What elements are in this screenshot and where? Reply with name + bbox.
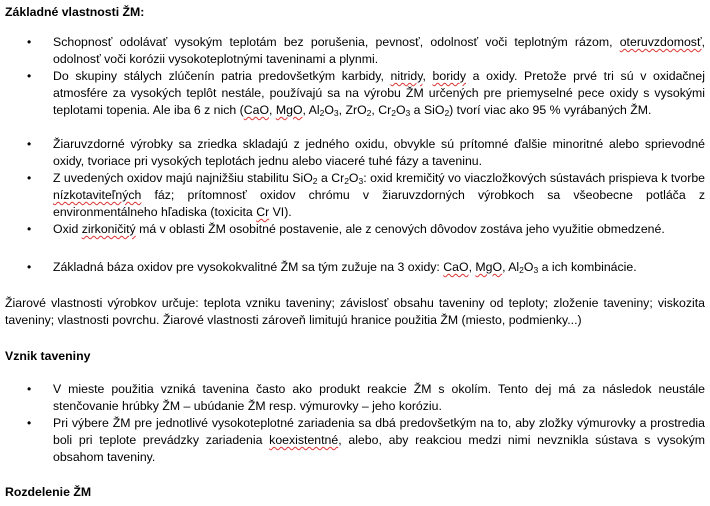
- bullet-icon: •: [27, 171, 32, 185]
- properties-list: [5, 34, 705, 276]
- list-item: • Do skupiny stálych zlúčenín patria predovšetkým karbidy, nitridy, boridy a oxidy. Pretože prvé tri sú v oxidačnej atmosfére za vysokých teplôt nestále, používajú sa na výrobu ŽM určených pre priemyselné pece oxidy s vysokými teplotami topenia. Ale iba 6 z nich (CaO, MgO, $Al_2O_3$, ZrO$_2$, $Cr_2O_3$ a SiO$_2$) tvorí viac ako 95 % vyrábaných ŽM.: [27, 69, 705, 118]
- bullet-icon: •: [27, 69, 32, 83]
- bullet-icon: •: [27, 382, 32, 396]
- paragraph-fire-properties: Žiarové vlastnosti výrobkov určuje: teplota vzniku taveniny; závislosť obsahu taveniny od teploty; zloženie taveniny; viskozita taveniny; vlastnosti povrchu. Žiarové vlastnosti zároveň limitujú hranice použitia ŽM (miesto, podmienky...): [5, 296, 705, 327]
- section-title-melt: Vznik taveniny: [5, 349, 91, 363]
- list-item: • Pri výbere ŽM pre jednotlivé vysokoteplotné zariadenia sa dbá predovšetkým na to, aby zložky výmurovky a prostredia boli pri teplote prevádzky zariadenia koexistentné, alebo, aby reakciou medzi nimi nevznikla sústava s vysokým obsahom taveniny.: [27, 416, 705, 464]
- bullet-icon: •: [27, 137, 32, 151]
- list-item: • Žiaruvzdorné výrobky sa zriedka skladajú z jedného oxidu, obvykle sú prítomné ďalšie minoritné alebo sprievodné oxidy, tvoriace pri vysokých teplotách jednu alebo viaceré tuhé fázy a taveninu.: [27, 137, 705, 168]
- section-title-properties: Základné vlastnosti ŽM:: [5, 5, 145, 19]
- list-item: • Základná báza oxidov pre vysokokvalitné ŽM sa tým zužuje na 3 oxidy: CaO, MgO, $Al_2O_3$ a ich kombinácie.: [27, 260, 637, 275]
- list-item: • Z uvedených oxidov majú najnižšiu stabilitu SiO$_2$ a $Cr_2O_3$: oxid kremičitý vo viaczložkových sústavách prispieva k tvorbe nízkotaviteľných fáz; prítomnosť oxidov chrómu v žiaruvzdorných výrobkoch sa všeobecne potláča z environmentálneho hľadiska (toxicita Cr VI).: [27, 171, 705, 219]
- list-item: • Oxid zirkoničitý má v oblasti ŽM osobitné postavenie, ale z cenových dôvodov zostáva jeho využitie obmedzené.: [27, 222, 665, 236]
- list-item: • V mieste použitia vzniká tavenina často ako produkt reakcie ŽM s okolím. Tento dej má za následok neustále stenčovanie hrúbky ŽM – ubúdanie ŽM resp. výmurovky – jeho koróziu.: [27, 382, 705, 413]
- melt-list: [5, 381, 705, 466]
- bullet-icon: •: [27, 260, 32, 274]
- section-title-classification: Rozdelenie ŽM: [5, 485, 92, 499]
- bullet-icon: •: [27, 416, 32, 430]
- bullet-icon: •: [27, 222, 32, 236]
- list-item: • Schopnosť odolávať vysokým teplotám bez porušenia, pevnosť, odolnosť voči teplotným rázom, oteruvzdomosť, odolnosť voči korózii vysokoteplotnými taveninami a plynmi.: [27, 35, 705, 66]
- bullet-icon: •: [27, 35, 32, 49]
